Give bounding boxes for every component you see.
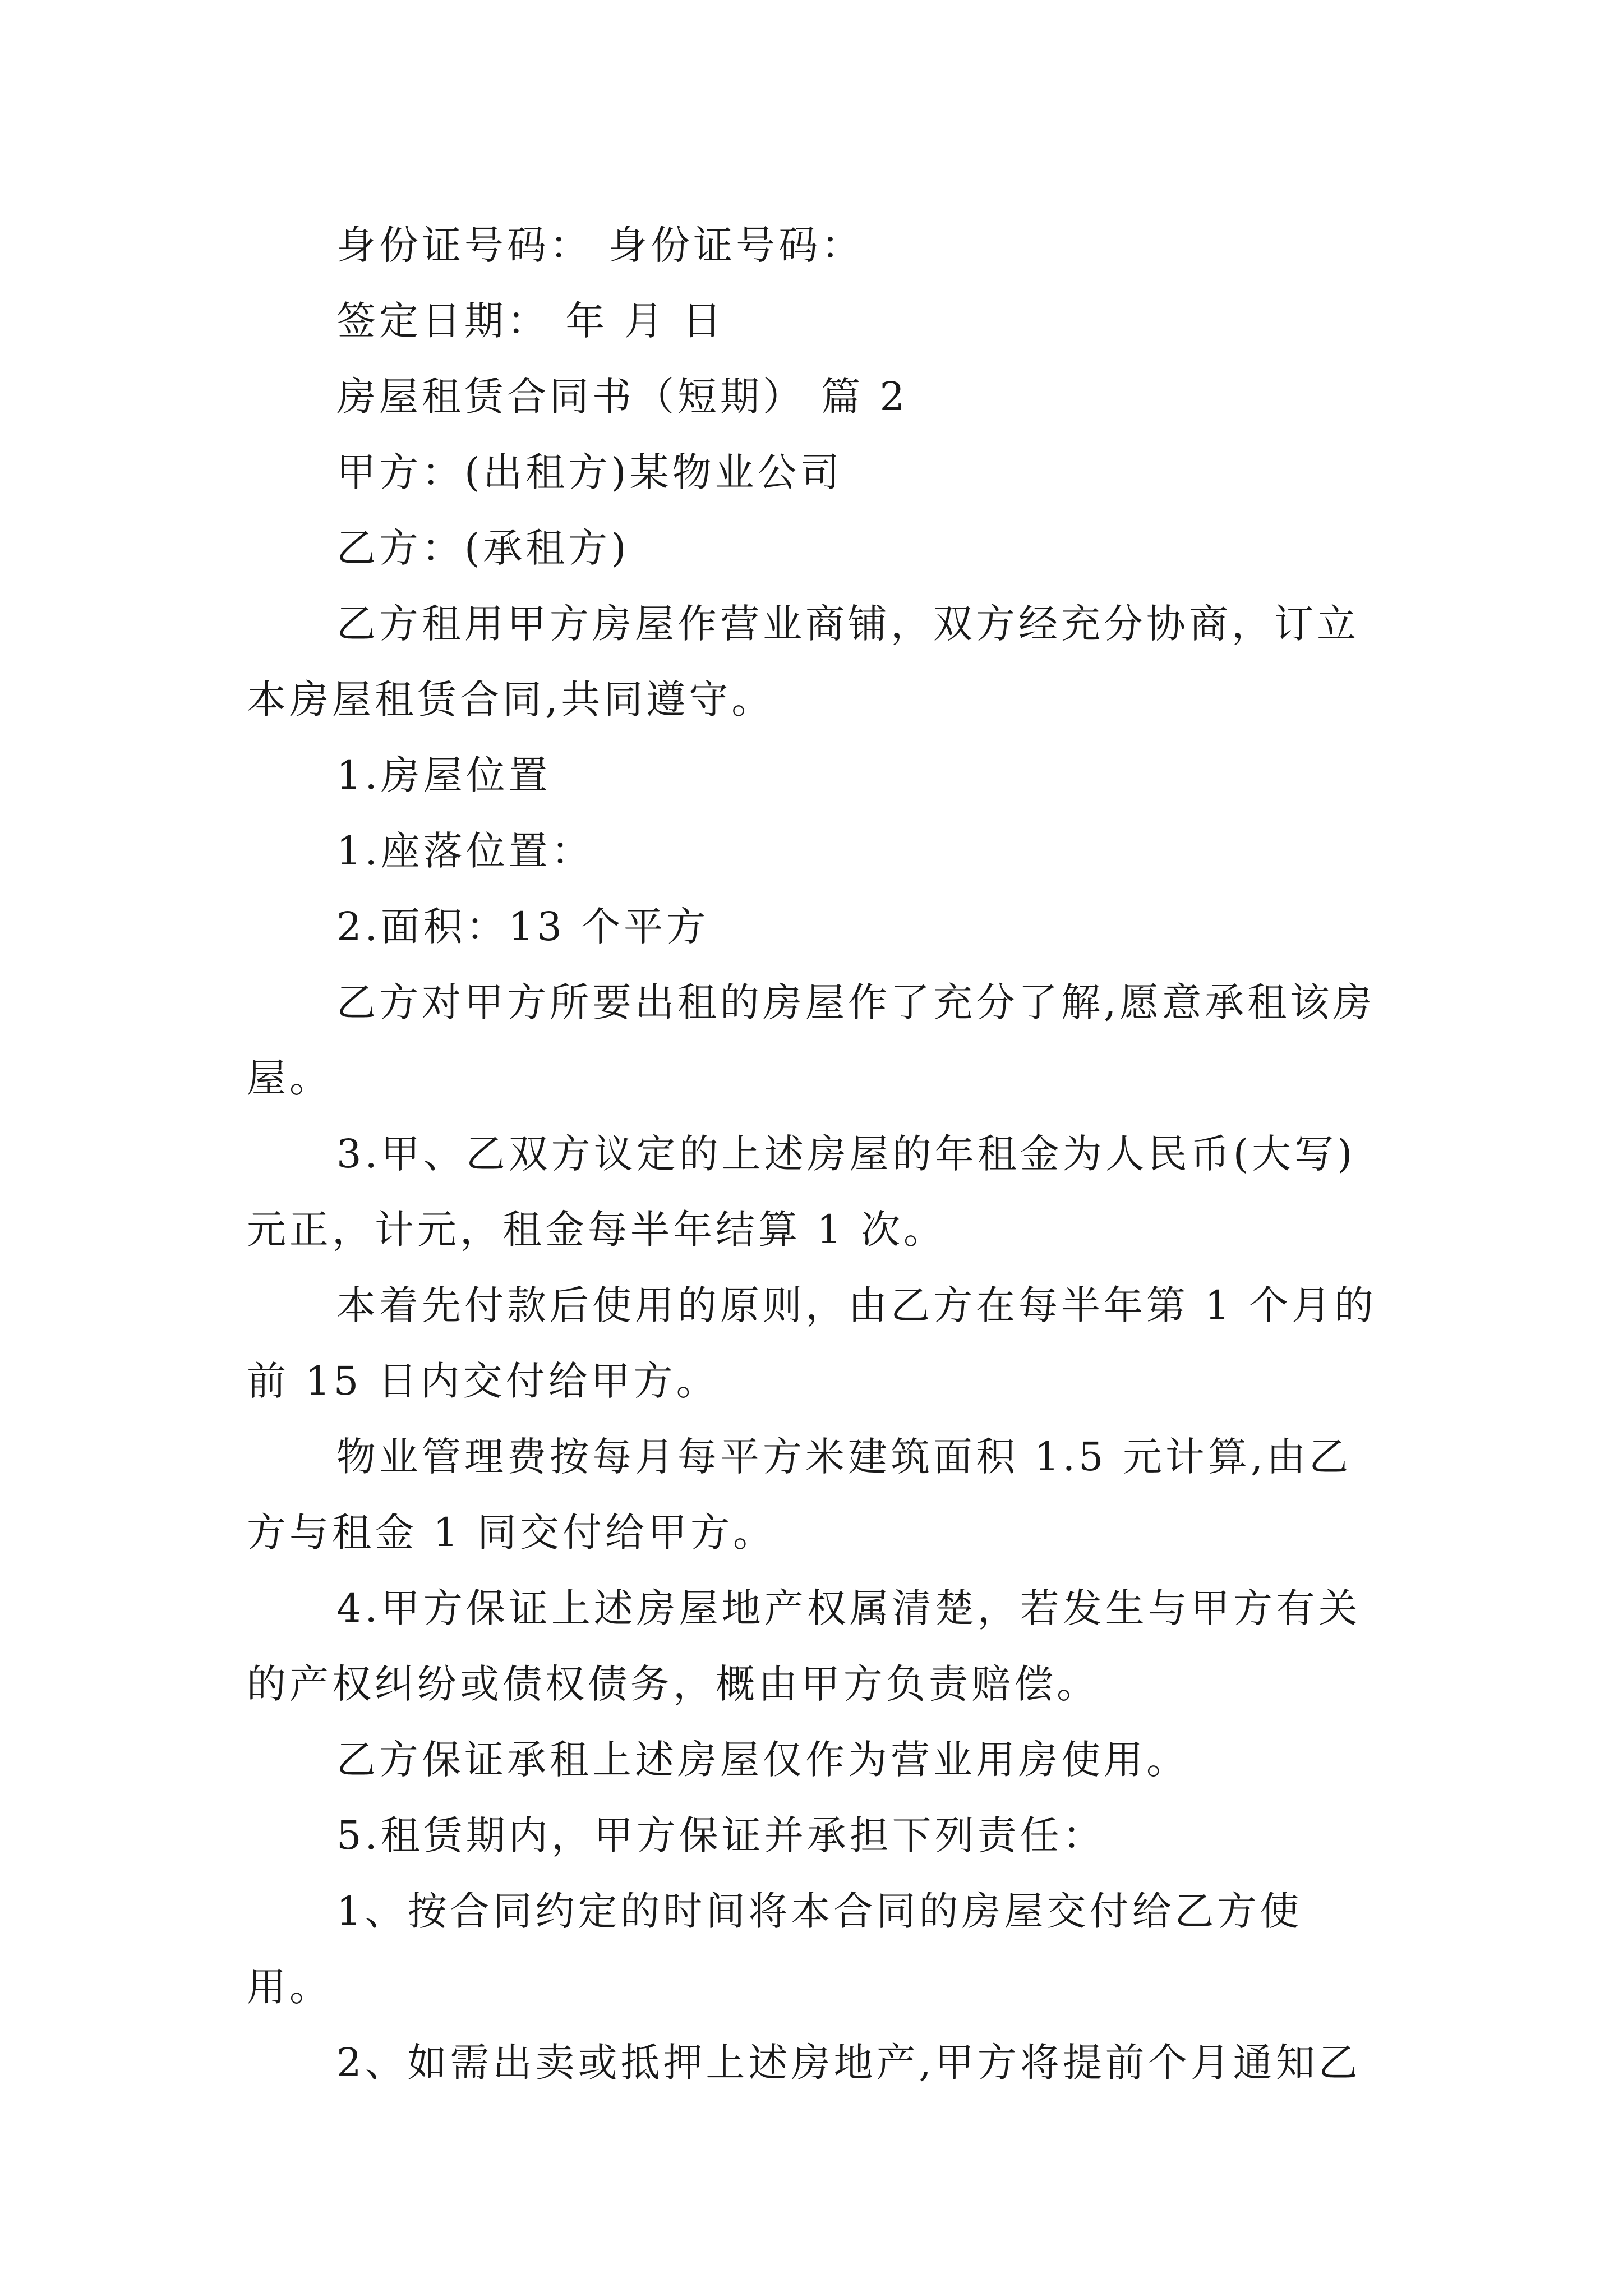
paragraph: 乙方对甲方所要出租的房屋作了充分了解,愿意承租该房屋。 [247, 979, 1376, 1101]
paragraph: 4.甲方保证上述房屋地产权属清楚，若发生与甲方有关的产权纠纷或债权债务，概由甲方负责赔偿。 [247, 1585, 1361, 1707]
paragraph: 2.面积：13 个平方 [336, 904, 709, 950]
paragraph: 5.租赁期内，甲方保证并承担下列责任： [336, 1812, 1105, 1858]
document-body [247, 208, 1385, 2101]
paragraph: 房屋租赁合同书（短期） 篇 2 [336, 374, 909, 420]
paragraph: 1.座落位置： [336, 828, 594, 874]
paragraph: 乙方：(承租方) [336, 525, 630, 571]
paragraph: 1、按合同约定的时间将本合同的房屋交付给乙方使用。 [247, 1888, 1303, 2010]
paragraph: 3.甲、乙双方议定的上述房屋的年租金为人民币(大写)元正，计元，租金每半年结算 1 次。 [247, 1131, 1356, 1253]
paragraph: 2、如需出卖或抵押上述房地产,甲方将提前个月通知乙 [336, 2040, 1361, 2086]
paragraph: 本着先付款后使用的原则，由乙方在每半年第 1 个月的前 15 日内交付给甲方。 [247, 1282, 1377, 1404]
paragraph: 乙方租用甲方房屋作营业商铺，双方经充分协商，订立本房屋租赁合同,共同遵守。 [247, 601, 1359, 723]
paragraph: 乙方保证承租上述房屋仅作为营业用房使用。 [336, 1737, 1189, 1783]
paragraph: 签定日期： 年 月 日 [336, 298, 725, 344]
paragraph: 物业管理费按每月每平方米建筑面积 1.5 元计算,由乙方与租金 1 同交付给甲方。 [247, 1434, 1352, 1556]
paragraph: 1.房屋位置 [336, 752, 551, 798]
paragraph: 甲方：(出租方)某物业公司 [336, 449, 843, 495]
paragraph: 身份证号码： 身份证号码： [336, 222, 864, 268]
